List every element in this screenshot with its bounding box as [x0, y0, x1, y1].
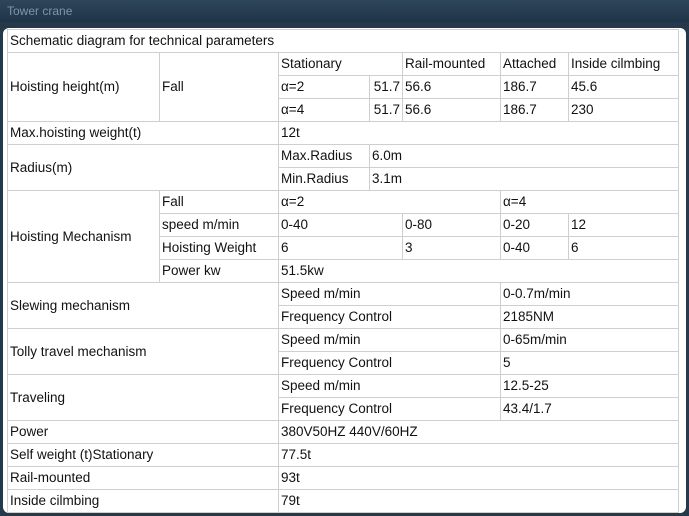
row-label: Tolly travel mechanism [8, 329, 279, 375]
cell: 93t [279, 467, 679, 490]
column-header: Rail-mounted [403, 53, 501, 76]
cell: 0-80 [403, 214, 501, 237]
sub-label: Fall [160, 53, 279, 122]
table-row [8, 53, 679, 76]
sub-label: Speed m/min [279, 375, 501, 398]
cell: 56.6 [403, 76, 501, 99]
row-label: Hoisting height(m) [8, 53, 160, 122]
row-label: Rail-mounted [8, 467, 279, 490]
cell: 6.0m [370, 145, 679, 168]
row-label: Hoisting Mechanism [8, 191, 160, 283]
row-label: Self weight (t)Stationary [8, 444, 279, 467]
table-row [8, 421, 679, 444]
cell: 5 [501, 352, 679, 375]
cell: 186.7 [501, 76, 569, 99]
table-row [8, 122, 679, 145]
cell: α=2 [279, 76, 370, 99]
cell: 380V50HZ 440V/60HZ [279, 421, 679, 444]
cell: 43.4/1.7 [501, 398, 679, 421]
cell: 0-65m/min [501, 329, 679, 352]
sub-label: Frequency Control [279, 398, 501, 421]
sub-label: Speed m/min [279, 329, 501, 352]
column-header: Attached [501, 53, 569, 76]
sub-label: Frequency Control [279, 306, 501, 329]
sub-label: Speed m/min [279, 283, 501, 306]
cell: 0-40 [501, 237, 569, 260]
row-label: Inside cilmbing [8, 490, 279, 513]
table-row [8, 467, 679, 490]
cell: 3.1m [370, 168, 679, 191]
row-label: Traveling [8, 375, 279, 421]
cell: 3 [403, 237, 501, 260]
row-label: Radius(m) [8, 145, 279, 191]
row-label: Slewing mechanism [8, 283, 279, 329]
cell: 12.5-25 [501, 375, 679, 398]
column-header: Inside cilmbing [569, 53, 679, 76]
table-row [8, 283, 679, 306]
table-row [8, 375, 679, 398]
table-row [8, 490, 679, 513]
cell: 6 [569, 237, 679, 260]
cell: 186.7 [501, 99, 569, 122]
row-label: Power [8, 421, 279, 444]
table-row [8, 145, 679, 168]
spec-sheet [3, 28, 686, 513]
technical-parameters-table [7, 29, 679, 513]
table-row [8, 191, 679, 214]
sub-label: Fall [160, 191, 279, 214]
cell: α=4 [279, 99, 370, 122]
table-row [8, 30, 679, 53]
table-row [8, 329, 679, 352]
cell: 56.6 [403, 99, 501, 122]
table-header: Schematic diagram for technical parameters [8, 30, 679, 53]
cell: 0-40 [279, 214, 403, 237]
cell: 0-0.7m/min [501, 283, 679, 306]
sub-label: Min.Radius [279, 168, 370, 191]
cell: 6 [279, 237, 403, 260]
cell: 79t [279, 490, 679, 513]
panel-title: Tower crane [7, 4, 73, 18]
row-label: Max.hoisting weight(t) [8, 122, 279, 145]
cell: α=4 [501, 191, 679, 214]
sub-label: Frequency Control [279, 352, 501, 375]
sub-label: Hoisting Weight [160, 237, 279, 260]
cell: 45.6 [569, 76, 679, 99]
panel-title-bar [0, 0, 689, 22]
column-header: Stationary [279, 53, 403, 76]
table-row [8, 444, 679, 467]
cell: 77.5t [279, 444, 679, 467]
cell: 51.7 [370, 99, 403, 122]
sub-label: Power kw [160, 260, 279, 283]
sub-label: speed m/min [160, 214, 279, 237]
cell: 230 [569, 99, 679, 122]
cell: α=2 [279, 191, 501, 214]
cell: 0-20 [501, 214, 569, 237]
cell: 12t [279, 122, 679, 145]
cell: 51.7 [370, 76, 403, 99]
cell: 51.5kw [279, 260, 679, 283]
cell: 2185NM [501, 306, 679, 329]
cell: 12 [569, 214, 679, 237]
sub-label: Max.Radius [279, 145, 370, 168]
